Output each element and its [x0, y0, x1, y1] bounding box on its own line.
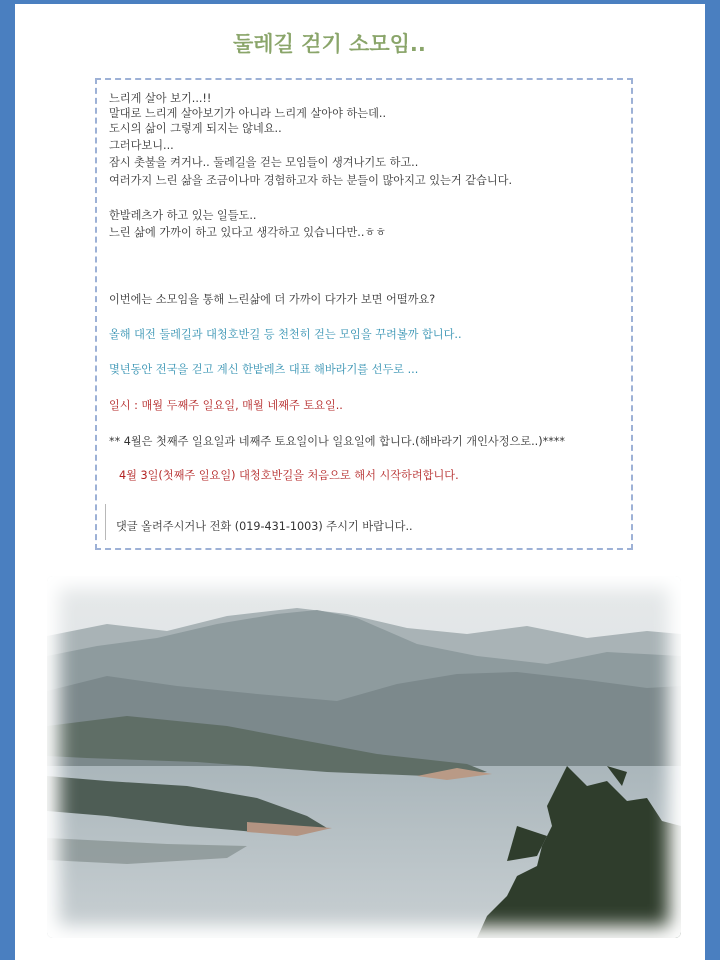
notice-line: 도시의 삶이 그렇게 되지는 않네요..	[109, 122, 282, 135]
photo-drawing	[47, 576, 681, 938]
notice-line: 여러가지 느린 삶을 조금이나마 경험하고자 하는 분들이 많아지고 있는거 같습니다.	[109, 174, 513, 187]
notice-line: 한발레츠가 하고 있는 일들도..	[109, 209, 257, 222]
contact-text: 댓글 올려주시거나 전화 (019-431-1003) 주시기 바랍니다..	[116, 520, 413, 533]
notice-line: 잠시 촛불을 켜거나.. 둘레길을 걷는 모임들이 생겨나기도 하고..	[109, 156, 419, 169]
notice-line: 이번에는 소모임을 통해 느린삶에 더 가까이 다가가 보면 어떨까요?	[109, 293, 436, 306]
notice-line: 말대로 느리게 살아보기가 아니라 느리게 살아야 하는데..	[109, 107, 387, 120]
notice-line-highlight: 올해 대전 둘레길과 대청호반길 등 천천히 걷는 모임을 꾸려볼까 합니다..	[109, 328, 462, 341]
notice-line: ** 4월은 첫째주 일요일과 네째주 토요일이나 일요일에 합니다.(해바라기 개인사정으로..)****	[109, 435, 565, 448]
lake-landscape-photo	[47, 576, 681, 938]
page-sheet	[15, 4, 705, 960]
page-title: 둘레길 걷기 소모임..	[233, 32, 426, 56]
notice-line-highlight: 몇년동안 전국을 걷고 계신 한밭레츠 대표 해바라기를 선두로 ...	[109, 363, 419, 376]
contact-block	[105, 504, 586, 540]
notice-line: 느리게 살아 보기...!!	[109, 92, 212, 105]
notice-box	[95, 78, 633, 550]
schedule-line: 일시 : 매월 두째주 일요일, 매월 네째주 토요일..	[109, 399, 343, 412]
first-walk-line: 4월 3일(첫째주 일요일) 대청호반길을 처음으로 해서 시작하려합니다.	[119, 469, 459, 482]
notice-line: 그러다보니...	[109, 139, 174, 152]
notice-line: 느린 삶에 가까이 하고 있다고 생각하고 있습니다만..ㅎㅎ	[109, 226, 387, 239]
